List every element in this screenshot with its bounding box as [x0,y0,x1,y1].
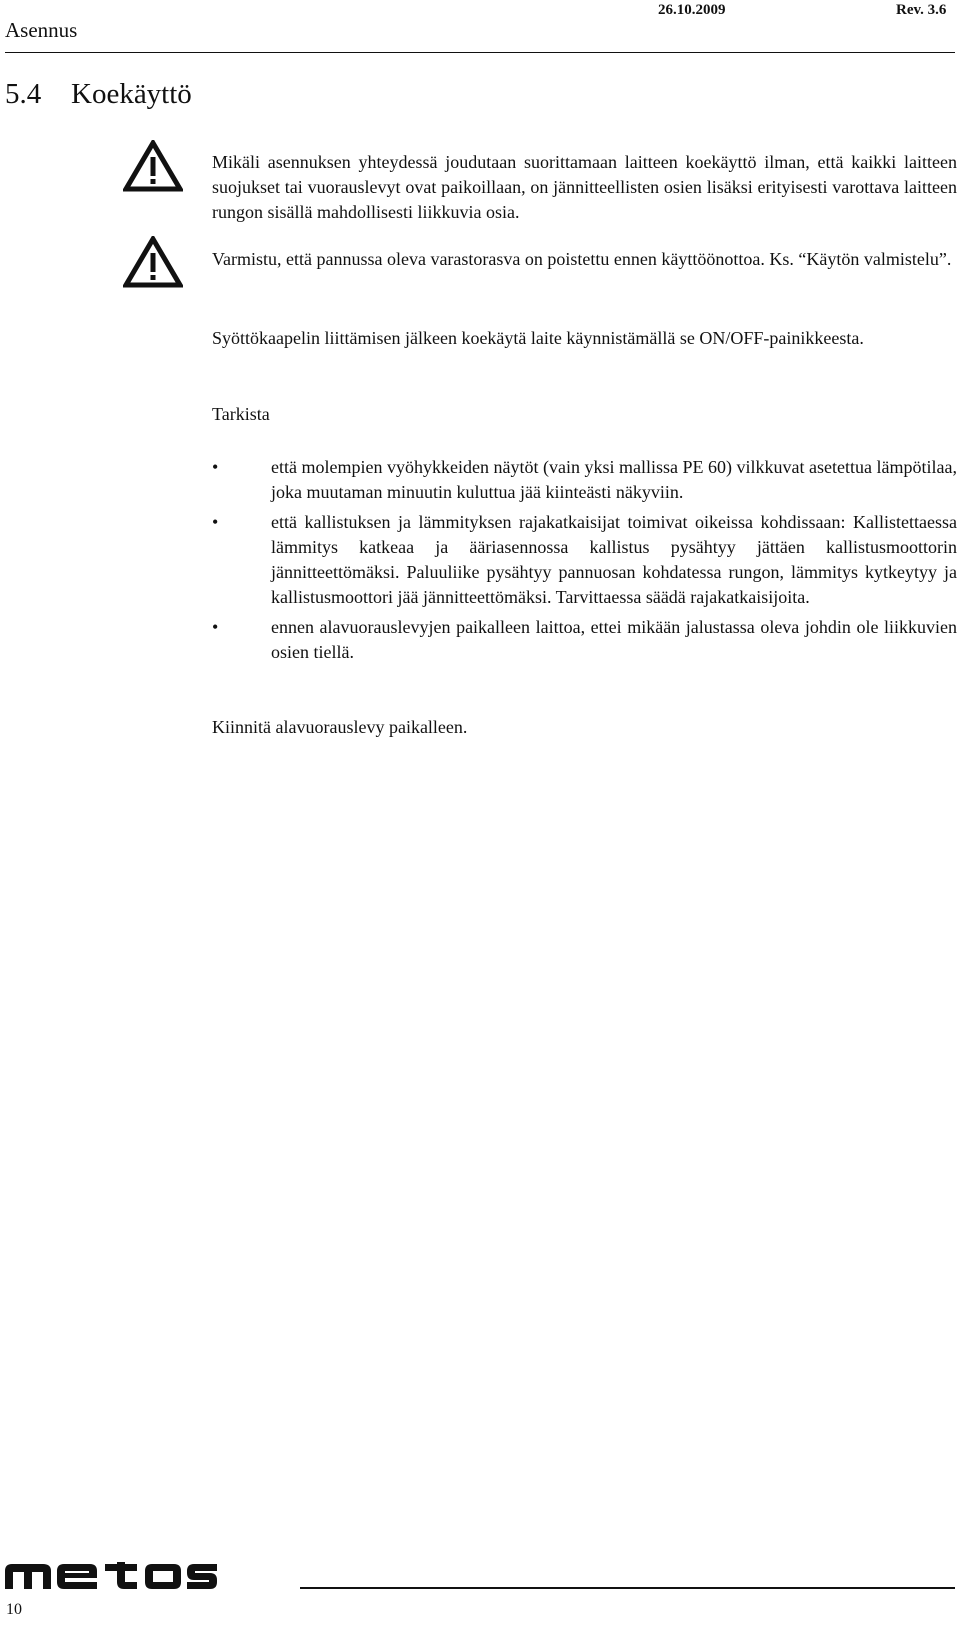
warning-icon [123,236,183,288]
warning-icon [123,140,183,192]
page-number: 10 [6,1601,22,1618]
list-item [212,510,957,610]
header-date: 26.10.2009 [658,2,726,18]
header-divider [5,52,955,53]
section-number: 5.4 [5,78,42,110]
header-section-title: Asennus [5,18,78,42]
section-title: Koekäyttö [71,78,192,110]
bullet-symbol: • [212,457,219,477]
warning-paragraph-moving-parts: Mikäli asennuksen yhteydessä joudutaan suorittamaan laitteen koekäyttö ilman, että kaikki laitteen suojukset tai vuorauslevyt ovat paikoillaan, on jännitteellisten osien lisäksi erityisesti varottava laitteen rungon sisällä mahdollisesti liikkuvia osia. [212,152,957,222]
header-revision: Rev. 3.6 [896,2,947,18]
section-heading [5,78,192,111]
list-item [212,455,957,505]
list-item-text: että molempien vyöhykkeiden näytöt (vain yksi mallissa PE 60) vilkkuvat asetettua lämpötilaa, joka muutaman minuutin kuluttua jää kiinteästi näkyviin. [271,457,957,502]
bullet-symbol: • [212,512,219,532]
metos-logo [5,1562,217,1595]
paragraph-check-intro: Tarkista [212,404,270,424]
paragraph-power-on: Syöttökaapelin liittämisen jälkeen koekäytä laite käynnistämällä se ON/OFF-painikkeesta. [212,328,864,348]
bullet-symbol: • [212,617,219,637]
list-item-text: ennen alavuorauslevyjen paikalleen laittoa, ettei mikään jalustassa oleva johdin ole liikkuvien osien tiellä. [271,617,957,662]
paragraph-closing: Kiinnitä alavuorauslevy paikalleen. [212,717,468,737]
check-list [212,455,957,670]
warning-paragraph-grease: Varmistu, että pannussa oleva varastorasva on poistettu ennen käyttöönottoa. Ks. “Käytön valmistelu”. [212,249,952,269]
list-item [212,615,957,665]
footer-divider [300,1587,955,1589]
list-item-text: että kallistuksen ja lämmityksen rajakatkaisijat toimivat oikeissa kohdissaan: Kallistettaessa lämmitys katkeaa ja ääriasennossa kallistus pysähtyy jättäen kallistusmoottorin jännitteettömäksi. Paluuliike pysähtyy pannuosan kohdatessa rungon, lämmitys kytkeytyy ja kallistusmoottori jää jännitteettömäksi. Tarvittaessa säädä rajakatkaisijoita. [271,512,957,607]
